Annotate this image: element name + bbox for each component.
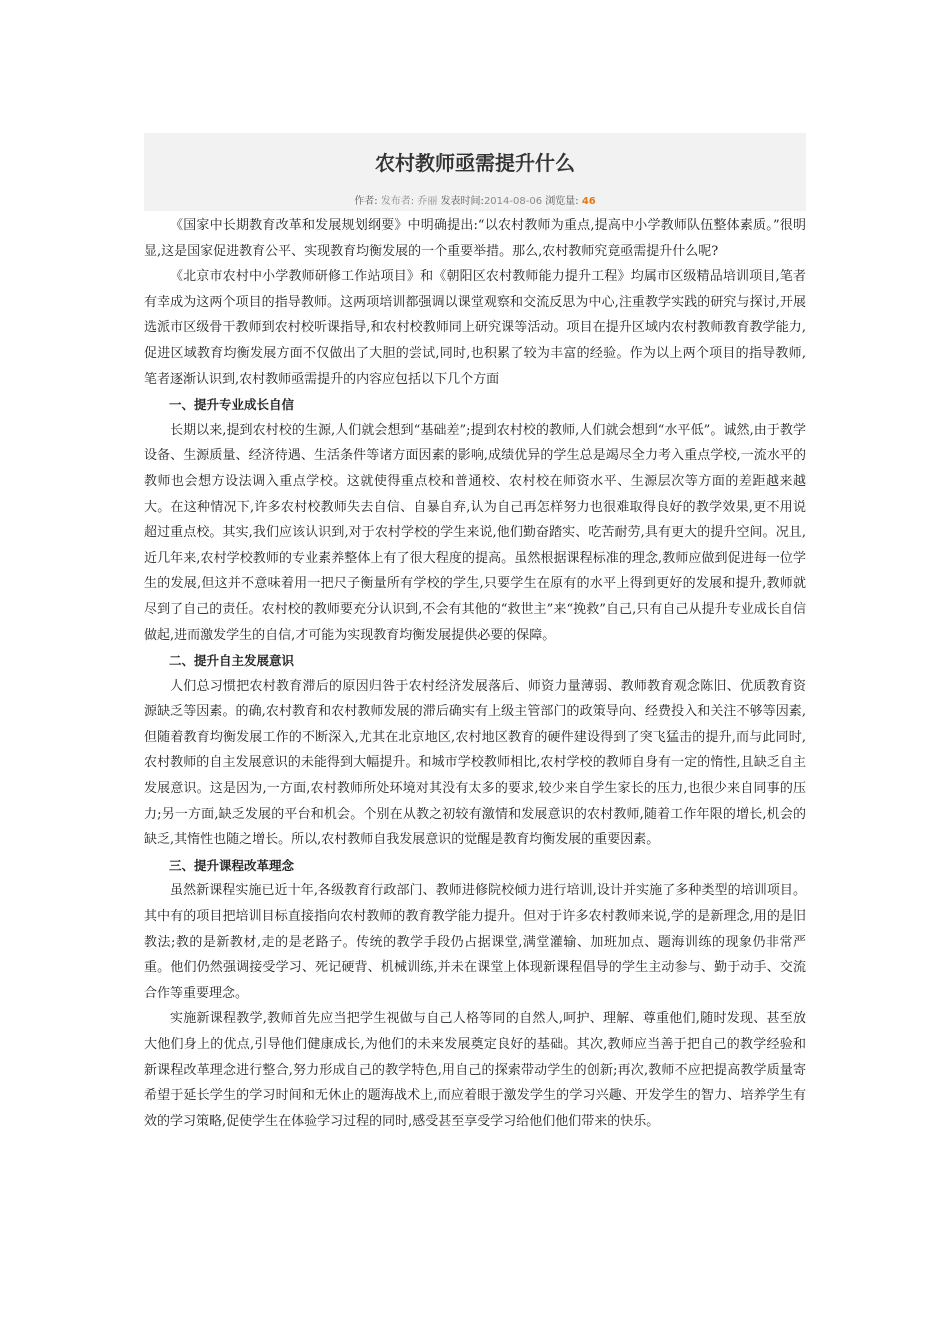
article-header (144, 133, 806, 211)
section-heading: 三、提升课程改革理念 (169, 857, 295, 873)
author-label: 作者: (354, 196, 378, 207)
paragraph: 虽然新课程实施已近十年,各级教育行政部门、教师进修院校倾力进行培训,设计并实施了多种类型的培训项目。其中有的项目把培训目标直接指向农村教师的教育教学能力提升。但对于许多农村教师来说,学的是新理念,用的是旧教法;教的是新教材,走的是老路子。传统的教学手段仍占据课堂,满堂灌输、加班加点、题海训练的现象仍非常严重。他们仍然强调接受学习、死记硬背、机械训练,并未在课堂上体现新课程倡导的学生主动参与、勤于动手、交流合作等重要理念。 (144, 883, 806, 1001)
section-heading: 二、提升自主发展意识 (169, 653, 295, 669)
article (144, 133, 806, 1134)
publish-date: 2014-08-06 (483, 196, 543, 207)
paragraph: 《北京市农村中小学教师研修工作站项目》和《朝阳区农村教师能力提升工程》均属市区级精品培训项目,笔者有幸成为这两个项目的指导教师。这两项培训都强调以课堂观察和交流反思为中心,注重教学实践的研究与探讨,开展选派市区级骨干教师到农村校听课指导,和农村校教师同上研究课等活动。项目在提升区域内农村教师教育教学能力,促进区域教育均衡发展方面不仅做出了大胆的尝试,同时,也积累了较为丰富的经验。作为以上两个项目的指导教师,笔者逐渐认识到,农村教师亟需提升的内容应包括以下几个方面 (144, 269, 806, 387)
article-body (144, 213, 806, 1134)
article-meta (144, 192, 806, 207)
views-label: 浏览量: (545, 196, 579, 207)
paragraph: 人们总习惯把农村教育滞后的原因归咎于农村经济发展落后、师资力量薄弱、教师教育观念陈旧、优质教育资源缺乏等因素。的确,农村教育和农村教师发展的滞后确实有上级主管部门的政策导向、经费投入和关注不够等因素,但随着教育均衡发展工作的不断深入,尤其在北京地区,农村地区教育的硬件建设得到了突飞猛击的提升,而与此同时,农村教师的自主发展意识的未能得到大幅提升。和城市学校教师相比,农村学校的教师自身有一定的惰性,且缺乏自主发展意识。这是因为,一方面,农村教师所处环境对其没有太多的要求,较少来自学生家长的压力,也很少来自同事的压力;另一方面,缺乏发展的平台和机会。个别在从教之初较有激情和发展意识的农村教师,随着工作年限的增长,机会的缺乏,其惰性也随之增长。所以,农村教师自我发展意识的觉醒是教育均衡发展的重要因素。 (144, 678, 806, 848)
date-label: 发表时间: (440, 196, 484, 207)
view-count: 46 (581, 196, 596, 207)
section-heading: 一、提升专业成长自信 (169, 397, 295, 413)
article-title: 农村教师亟需提升什么 (375, 151, 575, 175)
publisher-label: 发布者: (380, 196, 415, 207)
paragraph: 《国家中长期教育改革和发展规划纲要》中明确提出:“以农村教师为重点,提高中小学教师队伍整体素质。”很明显,这是国家促进教育公平、实现教育均衡发展的一个重要举措。那么,农村教师究竟亟需提升什么呢? (144, 218, 806, 259)
paragraph: 长期以来,提到农村校的生源,人们就会想到“基础差”;提到农村校的教师,人们就会想到“水平低”。诚然,由于教学设备、生源质量、经济待遇、生活条件等诸方面因素的影响,成绩优异的学生总是竭尽全力考入重点学校,一流水平的教师也会想方设法调入重点学校。这就使得重点校和普通校、农村校在师资水平、生源层次等方面的差距越来越大。在这种情况下,许多农村校教师失去自信、自暴自弃,认为自己再怎样努力也很难取得良好的教学效果,更不用说超过重点校。其实,我们应该认识到,对于农村学校的学生来说,他们勤奋踏实、吃苦耐劳,具有更大的提升空间。况且,近几年来,农村学校教师的专业素养整体上有了很大程度的提高。虽然根据课程标准的理念,教师应做到促进每一位学生的发展,但这并不意味着用一把尺子衡量所有学校的学生,只要学生在原有的水平上得到更好的发展和提升,教师就尽到了自己的责任。农村校的教师要充分认识到,不会有其他的“救世主”来“挽救”自己,只有自己从提升专业成长自信做起,进而激发学生的自信,才可能为实现教育均衡发展提供必要的保障。 (144, 422, 806, 643)
paragraph: 实施新课程教学,教师首先应当把学生视做与自己人格等同的自然人,呵护、理解、尊重他们,随时发现、甚至放大他们身上的优点,引导他们健康成长,为他们的未来发展奠定良好的基础。其次,教师应当善于把自己的教学经验和新课程改革理念进行整合,努力形成自己的教学特色,用自己的探索带动学生的创新;再次,教师不应把提高教学质量寄希望于延长学生的学习时间和无休止的题海战术上,而应着眼于激发学生的学习兴趣、开发学生的智力、培养学生有效的学习策略,促使学生在体验学习过程的同时,感受甚至享受学习给他们他们带来的快乐。 (144, 1011, 806, 1129)
publisher-name: 乔丽 (417, 196, 438, 207)
